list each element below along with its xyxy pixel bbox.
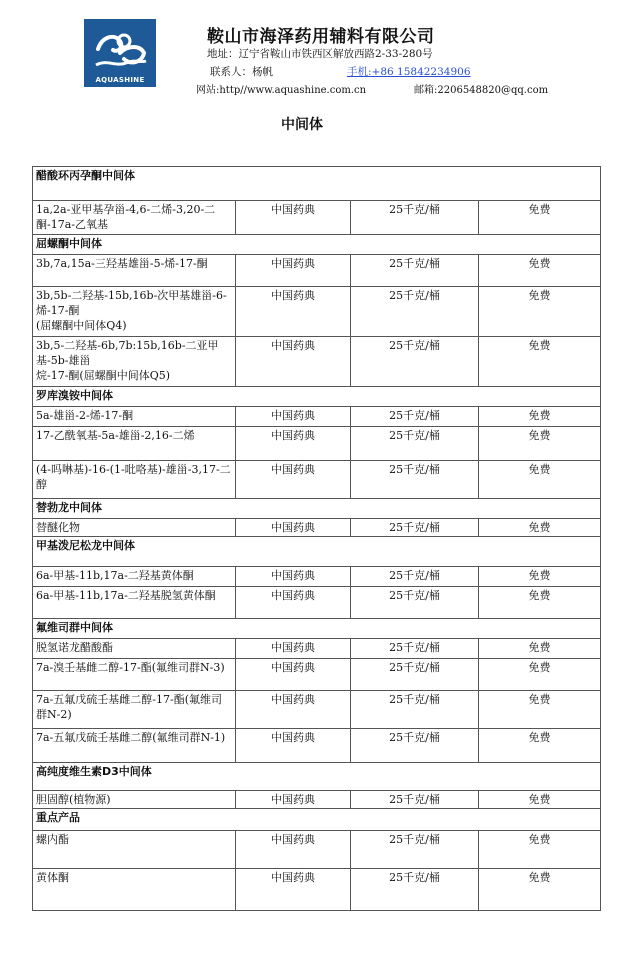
packaging: 25千克/桶 [351,407,479,427]
product-name: 17-乙酰氧基-5a-雄甾-2,16-二烯 [33,427,236,461]
product-name: 7a-五氟戊硫壬基雌二醇(氟维司群N-1) [33,729,236,763]
standard: 中国药典 [236,519,351,537]
product-name: 3b,5b-二羟基-15b,16b-次甲基雄甾-6-烯-17-酮 (屈螺酮中间体Q4) [33,287,236,337]
product-name: 3b,5-二羟基-6b,7b:15b,16b-二亚甲基-5b-雄甾 烷-17-酮(屈螺酮中间体Q5) [33,337,236,387]
section-title: 氟维司群中间体 [33,619,601,639]
sample: 免费 [479,869,601,911]
product-name: (4-吗啉基)-16-(1-吡咯基)-雄甾-3,17-二醇 [33,461,236,499]
standard: 中国药典 [236,791,351,809]
packaging: 25千克/桶 [351,659,479,691]
section-title: 醋酸环丙孕酮中间体 [33,167,601,201]
document-title: 中间体 [281,117,323,133]
section-header-row [33,387,601,407]
section-header-row [33,809,601,831]
contact-person: 联系人：杨帆 [210,66,273,78]
sample: 免费 [479,659,601,691]
packaging: 25千克/桶 [351,427,479,461]
product-name: 脱氢诺龙醋酸酯 [33,639,236,659]
packaging: 25千克/桶 [351,287,479,337]
product-name: 6a-甲基-11b,17a-二羟基黄体酮 [33,567,236,587]
section-title: 罗库溴铵中间体 [33,387,601,407]
table-row [33,519,601,537]
sample: 免费 [479,791,601,809]
table-row [33,201,601,235]
table-row [33,729,601,763]
standard: 中国药典 [236,567,351,587]
product-name: 7a-五氟戊硫壬基雌二醇-17-酯(氟维司群N-2) [33,691,236,729]
standard: 中国药典 [236,639,351,659]
packaging: 25千克/桶 [351,831,479,869]
standard: 中国药典 [236,869,351,911]
section-title: 重点产品 [33,809,601,831]
company-name: 鞍山市海泽药用辅料有限公司 [207,27,435,47]
table-row [33,287,601,337]
company-address: 地址：辽宁省鞍山市铁西区解放西路2-33-280号 [207,48,433,60]
table-row [33,461,601,499]
table-row [33,639,601,659]
packaging: 25千克/桶 [351,337,479,387]
sample: 免费 [479,337,601,387]
table-row [33,869,601,911]
section-title: 屈螺酮中间体 [33,235,601,255]
logo-text: AQUASHINE [95,76,145,84]
table-row [33,587,601,619]
section-title: 替勃龙中间体 [33,499,601,519]
packaging: 25千克/桶 [351,567,479,587]
sample: 免费 [479,407,601,427]
section-title: 甲基泼尼松龙中间体 [33,537,601,567]
table-row [33,659,601,691]
table-row [33,427,601,461]
sample: 免费 [479,427,601,461]
packaging: 25千克/桶 [351,255,479,287]
packaging: 25千克/桶 [351,791,479,809]
section-header-row [33,235,601,255]
table-row [33,791,601,809]
section-header-row [33,499,601,519]
email[interactable]: 邮箱:2206548820@qq.com [414,85,549,96]
packaging: 25千克/桶 [351,201,479,235]
standard: 中国药典 [236,337,351,387]
table-row [33,337,601,387]
packaging: 25千克/桶 [351,639,479,659]
sample: 免费 [479,287,601,337]
product-table [32,166,601,911]
product-name: 黄体酮 [33,869,236,911]
standard: 中国药典 [236,255,351,287]
table-row [33,567,601,587]
product-name: 5a-雄甾-2-烯-17-酮 [33,407,236,427]
website[interactable]: 网站:http//www.aquashine.com.cn [196,85,367,96]
packaging: 25千克/桶 [351,869,479,911]
product-name: 1a,2a-亚甲基孕甾-4,6-二烯-3,20-二酮-17a-乙氧基 [33,201,236,235]
standard: 中国药典 [236,587,351,619]
section-title: 高纯度维生素D3中间体 [33,763,601,791]
sample: 免费 [479,587,601,619]
standard: 中国药典 [236,287,351,337]
sample: 免费 [479,201,601,235]
standard: 中国药典 [236,407,351,427]
standard: 中国药典 [236,691,351,729]
contact-line [210,64,471,79]
standard: 中国药典 [236,659,351,691]
product-name: 3b,7a,15a-三羟基雄甾-5-烯-17-酮 [33,255,236,287]
packaging: 25千克/桶 [351,729,479,763]
company-logo [84,19,156,87]
standard: 中国药典 [236,831,351,869]
standard: 中国药典 [236,461,351,499]
product-name: 螺内酯 [33,831,236,869]
sample: 免费 [479,255,601,287]
letterhead [0,0,622,100]
packaging: 25千克/桶 [351,691,479,729]
product-name: 胆固醇(植物源) [33,791,236,809]
sample: 免费 [479,461,601,499]
table-row [33,407,601,427]
sample: 免费 [479,729,601,763]
table-row [33,255,601,287]
section-header-row [33,537,601,567]
packaging: 25千克/桶 [351,461,479,499]
sample: 免费 [479,519,601,537]
web-line [196,81,549,96]
standard: 中国药典 [236,427,351,461]
product-name: 替醚化物 [33,519,236,537]
product-name: 6a-甲基-11b,17a-二羟基脱氢黄体酮 [33,587,236,619]
packaging: 25千克/桶 [351,587,479,619]
product-name: 7a-溴壬基雌二醇-17-酯(氟维司群N-3) [33,659,236,691]
phone-link[interactable]: 手机:+86 15842234906 [347,66,471,78]
sample: 免费 [479,691,601,729]
sample: 免费 [479,831,601,869]
sample: 免费 [479,567,601,587]
standard: 中国药典 [236,201,351,235]
section-header-row [33,763,601,791]
sample: 免费 [479,639,601,659]
section-header-row [33,619,601,639]
table-row [33,831,601,869]
packaging: 25千克/桶 [351,519,479,537]
table-row [33,691,601,729]
section-header-row [33,167,601,201]
standard: 中国药典 [236,729,351,763]
